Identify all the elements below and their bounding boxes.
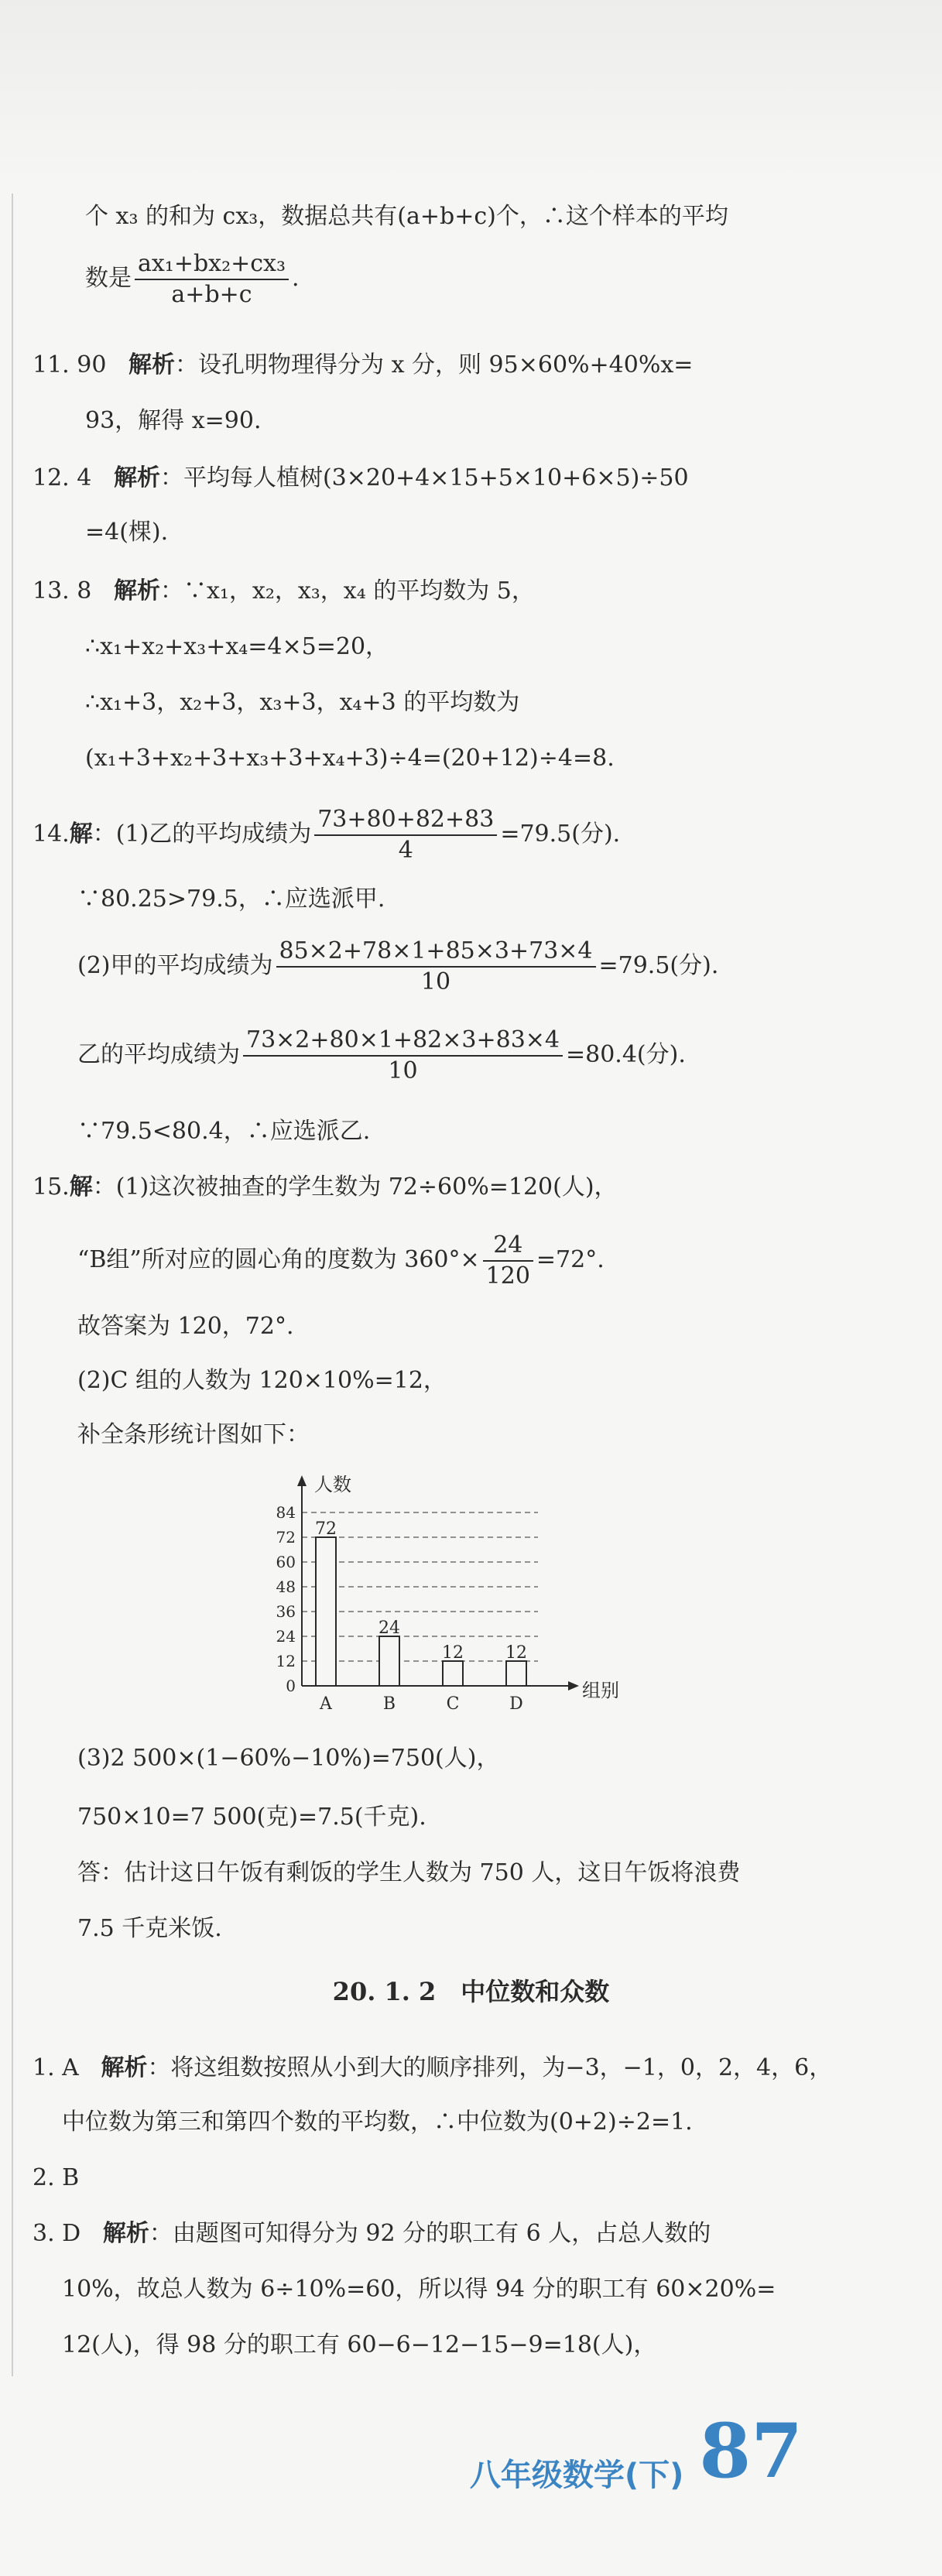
question-number: 1. A (33, 2054, 79, 2081)
text-fragment: (2)甲的平均成绩为 (77, 952, 273, 979)
text-line: 故答案为 120，72°. (77, 1313, 294, 1340)
text-fragment: 乙的平均成绩为 (77, 1041, 240, 1068)
question-11 (33, 348, 693, 382)
y-tick-label: 0 (286, 1677, 296, 1695)
text-line: 750×10=7 500(克)=7.5(千克). (77, 1804, 426, 1831)
text-line: ∵80.25>79.5，∴应选派甲. (77, 886, 385, 913)
question-number: 12. 4 (33, 464, 92, 492)
fraction-numerator: 85×2+78×1+85×3+73×4 (276, 937, 596, 968)
bar-value-label: 12 (442, 1643, 464, 1663)
text-fragment: ：由题图可知得分为 92 分的职工有 6 人，占总人数的 (149, 2220, 711, 2247)
text-line: 补全条形统计图如下： (77, 1421, 310, 1448)
bar-value-label: 72 (315, 1519, 337, 1539)
x-axis-label: 组别 (582, 1680, 619, 1701)
y-tick-label: 24 (276, 1627, 296, 1646)
bar (443, 1661, 463, 1686)
text-line (77, 1026, 686, 1086)
solution-tag: 解 (69, 1173, 93, 1201)
text-line: 中位数为第三和第四个数的平均数，∴中位数为(0+2)÷2=1. (62, 2108, 693, 2136)
text-fragment: ：(1)乙的平均成绩为 (92, 820, 312, 848)
question-number: 14. (33, 820, 70, 848)
section-title: 20. 1. 2 中位数和众数 (332, 1977, 610, 2006)
text-fragment: ：(1)这次被抽查的学生数为 72÷60%=120(人)， (92, 1173, 618, 1201)
text-fragment: =80.4(分). (566, 1041, 686, 1068)
x-tick-label: D (509, 1694, 523, 1714)
fraction-numerator: ax₁+bx₂+cx₃ (135, 249, 289, 280)
section-item-1 (33, 2051, 832, 2085)
analysis-tag: 解析 (113, 577, 160, 605)
bar-chart (232, 1471, 635, 1734)
section-item-2: 2. B (33, 2164, 80, 2191)
text-fragment: . (292, 265, 300, 292)
text-line (77, 937, 718, 997)
question-12 (33, 461, 689, 495)
question-15 (33, 1170, 618, 1204)
text-fragment: “B组”所对应的圆心角的度数为 360°× (77, 1246, 480, 1273)
fraction-denominator: 120 (485, 1262, 530, 1290)
fraction (314, 805, 497, 865)
top-shadow-band (0, 0, 942, 186)
question-number: 15. (33, 1173, 70, 1201)
text-fragment: =79.5(分). (598, 952, 719, 979)
text-fragment: ：∵x₁，x₂，x₃，x₄ 的平均数为 5， (159, 577, 535, 605)
x-tick-label: B (382, 1694, 396, 1714)
question-14 (33, 805, 620, 865)
y-axis-label: 人数 (314, 1474, 351, 1495)
analysis-tag: 解析 (102, 2220, 149, 2247)
analysis-tag: 解析 (101, 2054, 148, 2081)
text-line: 10%，故总人数为 6÷10%=60，所以得 94 分的职工有 60×20%= (62, 2276, 776, 2303)
bar (506, 1661, 526, 1686)
bar-value-label: 12 (505, 1643, 527, 1663)
y-axis-arrow (297, 1475, 307, 1486)
text-fragment: 数是 (85, 265, 132, 292)
y-tick-label: 84 (276, 1503, 296, 1522)
page-footer (470, 2407, 803, 2495)
y-tick-label: 60 (276, 1553, 296, 1571)
text-line: 7.5 千克米饭. (77, 1915, 222, 1942)
section-item-3 (33, 2217, 711, 2251)
solution-tag: 解 (69, 820, 93, 848)
bar (379, 1636, 399, 1686)
fraction (276, 937, 596, 997)
fraction-numerator: 73×2+80×1+82×3+83×4 (243, 1026, 563, 1057)
bar-value-label: 24 (379, 1619, 400, 1638)
text-line (85, 249, 300, 310)
text-line: 个 x₃ 的和为 cx₃，数据总共有(a+b+c)个，∴这个样本的平均 (85, 203, 728, 230)
text-fragment: ：设孔明物理得分为 x 分，则 95×60%+40%x= (175, 351, 694, 379)
question-number: 13. 8 (33, 577, 92, 605)
text-fragment: =72°. (536, 1246, 605, 1273)
fraction (135, 249, 289, 310)
fraction-denominator: a+b+c (171, 281, 252, 308)
question-13 (33, 574, 535, 608)
analysis-tag: 解析 (128, 351, 176, 379)
text-fragment: ：将这组数按照从小到大的顺序排列，为−3，−1，0，2，4，6， (147, 2054, 833, 2081)
fraction-numerator: 24 (483, 1231, 533, 1262)
y-tick-label: 48 (276, 1577, 296, 1596)
text-line: ∴x₁+x₂+x₃+x₄=4×5=20， (85, 633, 389, 660)
book-title: 八年级数学(下) (469, 2458, 684, 2493)
fraction-denominator: 10 (388, 1057, 418, 1084)
fraction (483, 1231, 533, 1291)
fraction-denominator: 4 (398, 837, 413, 864)
text-line: 答：估计这日午饭有剩饭的学生人数为 750 人，这日午饭将浪费 (77, 1859, 741, 1886)
text-line: 12(人)，得 98 分的职工有 60−6−12−15−9=18(人)， (62, 2331, 657, 2358)
fraction-numerator: 73+80+82+83 (314, 805, 497, 836)
text-line (77, 1231, 605, 1291)
text-line: (2)C 组的人数为 120×10%=12， (77, 1367, 447, 1394)
question-number: 3. D (33, 2220, 81, 2247)
text-line: ∴x₁+3，x₂+3，x₃+3，x₄+3 的平均数为 (85, 689, 520, 716)
text-fragment: ：平均每人植树(3×20+4×15+5×10+6×5)÷50 (159, 464, 689, 492)
fraction (243, 1026, 563, 1086)
text-line: (x₁+3+x₂+3+x₃+3+x₄+3)÷4=(20+12)÷4=8. (85, 745, 615, 772)
text-line: ∵79.5<80.4，∴应选派乙. (77, 1118, 371, 1145)
bar (316, 1537, 336, 1686)
fraction-denominator: 10 (420, 968, 451, 995)
y-tick-label: 12 (276, 1652, 296, 1670)
analysis-tag: 解析 (113, 464, 160, 492)
x-tick-label: A (320, 1694, 332, 1714)
x-tick-label: C (446, 1694, 460, 1714)
page-number: 87 (699, 2407, 803, 2495)
left-margin-rule (12, 194, 13, 2376)
text-line: (3)2 500×(1−60%−10%)=750(人)， (77, 1745, 500, 1772)
text-line: 93，解得 x=90. (85, 407, 262, 434)
text-line: =4(棵). (85, 519, 169, 546)
text-fragment: =79.5(分). (500, 820, 621, 848)
y-tick-label: 36 (276, 1602, 296, 1621)
x-axis-arrow (568, 1681, 579, 1690)
question-number: 11. 90 (33, 351, 107, 379)
y-tick-label: 72 (276, 1528, 296, 1547)
